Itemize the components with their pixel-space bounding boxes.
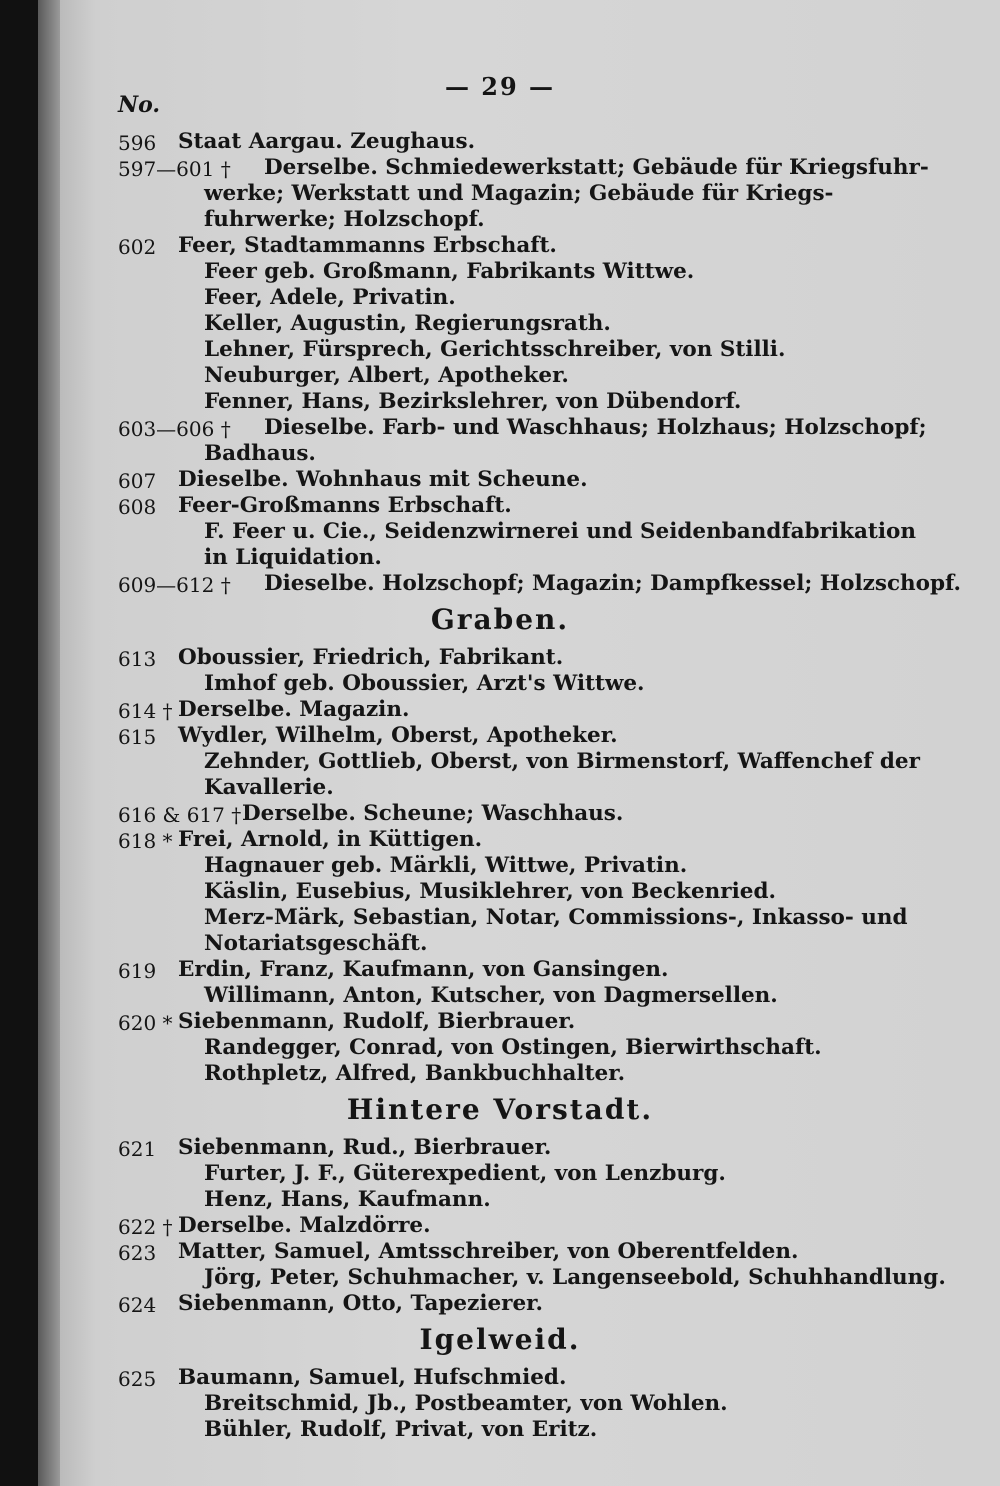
entry-continuation: Lehner, Fürsprech, Gerichtsschreiber, von Stilli. (204, 337, 786, 362)
entry-line: Wydler, Wilhelm, Oberst, Apotheker. (178, 723, 618, 748)
entry-number: 614 † (118, 699, 173, 723)
entry-continuation: Feer geb. Großmann, Fabrikants Wittwe. (204, 259, 695, 284)
entry-number: 597—601 † (118, 157, 231, 181)
entry-continuation: Furter, J. F., Güterexpedient, von Lenzburg. (204, 1161, 726, 1186)
entry-number: 619 (118, 959, 157, 983)
entry-number: 616 & 617 † (118, 803, 242, 827)
entry-continuation: Käslin, Eusebius, Musiklehrer, von Beckenried. (204, 879, 776, 904)
section-heading: Igelweid. (419, 1323, 581, 1356)
entry-continuation: Willimann, Anton, Kutscher, von Dagmersellen. (204, 983, 778, 1008)
entry-continuation: fuhrwerke; Holzschopf. (204, 207, 485, 232)
entry-continuation: Feer, Adele, Privatin. (204, 285, 456, 310)
entry-continuation: Notariatsgeschäft. (204, 931, 428, 956)
entry-line: Derselbe. Malzdörre. (178, 1213, 431, 1238)
entry-line: Frei, Arnold, in Küttigen. (178, 827, 483, 852)
entry-line: Siebenmann, Rud., Bierbrauer. (178, 1135, 552, 1160)
section-heading: Graben. (430, 603, 570, 636)
entry-number: 623 (118, 1241, 157, 1265)
entry-number: 620 * (118, 1011, 173, 1035)
entry-line: Derselbe. Magazin. (178, 697, 410, 722)
entry-line: Derselbe. Scheune; Waschhaus. (242, 801, 624, 826)
entry-number: 609—612 † (118, 573, 231, 597)
entry-continuation: Hagnauer geb. Märkli, Wittwe, Privatin. (204, 853, 688, 878)
page-number: — 29 — (444, 72, 556, 101)
entry-line: Baumann, Samuel, Hufschmied. (178, 1365, 567, 1390)
entry-number: 625 (118, 1367, 157, 1391)
entry-number: 608 (118, 495, 157, 519)
entry-continuation: werke; Werkstatt und Magazin; Gebäude für Kriegs- (204, 181, 834, 206)
entry-continuation: Merz-Märk, Sebastian, Notar, Commissions-, Inkasso- und (204, 905, 908, 930)
number-column-heading: No. (118, 92, 161, 118)
entry-line: Oboussier, Friedrich, Fabrikant. (178, 645, 564, 670)
entry-continuation: Neuburger, Albert, Apotheker. (204, 363, 569, 388)
entry-number: 618 * (118, 829, 173, 853)
entry-number: 624 (118, 1293, 157, 1317)
entry-line: Erdin, Franz, Kaufmann, von Gansingen. (178, 957, 669, 982)
entry-continuation: Keller, Augustin, Regierungsrath. (204, 311, 611, 336)
entry-continuation: Fenner, Hans, Bezirkslehrer, von Dübendorf. (204, 389, 742, 414)
entry-line: Dieselbe. Farb- und Waschhaus; Holzhaus; Holzschopf; (264, 415, 927, 440)
entry-line: Siebenmann, Otto, Tapezierer. (178, 1291, 544, 1316)
entry-continuation: Badhaus. (204, 441, 316, 466)
entry-continuation: Henz, Hans, Kaufmann. (204, 1187, 491, 1212)
entry-line: Dieselbe. Wohnhaus mit Scheune. (178, 467, 588, 492)
entry-continuation: Zehnder, Gottlieb, Oberst, von Birmenstorf, Waffenchef der (204, 749, 920, 774)
entry-continuation: Bühler, Rudolf, Privat, von Eritz. (204, 1417, 598, 1442)
entry-continuation: Jörg, Peter, Schuhmacher, v. Langenseebold, Schuhhandlung. (204, 1265, 946, 1290)
entry-line: Matter, Samuel, Amtsschreiber, von Oberentfelden. (178, 1239, 799, 1264)
entry-number: 596 (118, 131, 157, 155)
entry-line: Derselbe. Schmiedewerkstatt; Gebäude für Kriegsfuhr- (264, 155, 929, 180)
entry-continuation: Kavallerie. (204, 775, 334, 800)
entry-line: Feer, Stadtammanns Erbschaft. (178, 233, 557, 258)
entry-continuation: in Liquidation. (204, 545, 382, 570)
entry-line: Feer-Großmanns Erbschaft. (178, 493, 512, 518)
entry-continuation: Rothpletz, Alfred, Bankbuchhalter. (204, 1061, 626, 1086)
entry-line: Staat Aargau. Zeughaus. (178, 129, 476, 154)
entry-number: 607 (118, 469, 157, 493)
entry-number: 613 (118, 647, 157, 671)
entry-continuation: Imhof geb. Oboussier, Arzt's Wittwe. (204, 671, 645, 696)
entry-line: Siebenmann, Rudolf, Bierbrauer. (178, 1009, 576, 1034)
entry-number: 603—606 † (118, 417, 231, 441)
entry-continuation: Randegger, Conrad, von Ostingen, Bierwirthschaft. (204, 1035, 822, 1060)
entry-number: 615 (118, 725, 157, 749)
entry-line: Dieselbe. Holzschopf; Magazin; Dampfkessel; Holzschopf. (264, 571, 962, 596)
section-heading: Hintere Vorstadt. (346, 1093, 654, 1126)
entry-continuation: F. Feer u. Cie., Seidenzwirnerei und Seidenbandfabrikation (204, 519, 916, 544)
entry-number: 621 (118, 1137, 157, 1161)
entry-number: 602 (118, 235, 157, 259)
entry-continuation: Breitschmid, Jb., Postbeamter, von Wohlen. (204, 1391, 728, 1416)
page-gutter (38, 0, 60, 1486)
entry-number: 622 † (118, 1215, 173, 1239)
